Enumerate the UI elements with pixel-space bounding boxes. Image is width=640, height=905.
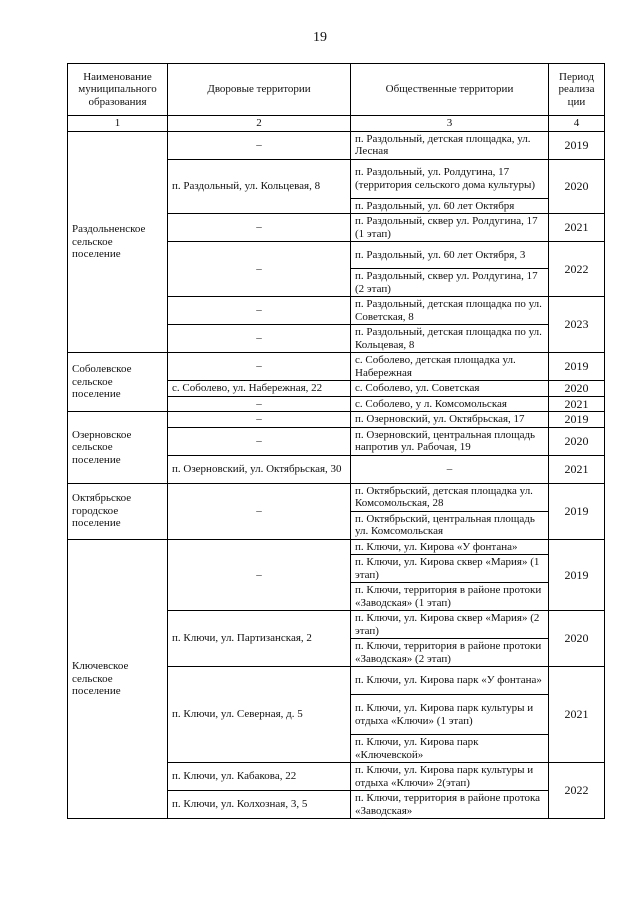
public-territory-cell: п. Раздольный, ул. 60 лет Октября, 3 [351,242,549,269]
column-number: 3 [351,116,549,132]
dash-cell: – [168,297,351,325]
public-territory-cell: с. Соболево, у л. Комсомольская [351,396,549,412]
dash-cell: – [351,455,549,483]
public-territory-cell: п. Ключи, ул. Кирова парк «У фонтана» [351,667,549,695]
period-cell: 2021 [549,214,605,242]
period-cell: 2021 [549,396,605,412]
table-row [68,412,605,428]
period-cell: 2020 [549,611,605,667]
period-cell: 2020 [549,427,605,455]
public-territory-cell: п. Ключи, ул. Кирова сквер «Мария» (1 этап) [351,555,549,583]
period-cell: 2021 [549,455,605,483]
public-territory-cell: п. Ключи, ул. Кирова парк «Ключевской» [351,735,549,763]
dash-cell: – [168,396,351,412]
yard-territory-cell: с. Соболево, ул. Набережная, 22 [168,381,351,397]
public-territory-cell: п. Раздольный, детская площадка по ул. Советская, 8 [351,297,549,325]
column-number: 1 [68,116,168,132]
period-cell: 2023 [549,297,605,353]
municipality-cell: Октябрьское городское поселение [68,483,168,539]
header-municipality: Наименование муниципального образования [68,64,168,116]
header-row [68,64,605,116]
dash-cell: – [168,427,351,455]
public-territory-cell: п. Октябрьский, детская площадка ул. Комсомольская, 28 [351,483,549,511]
period-cell: 2022 [549,763,605,819]
header-period: Период реализа ции [549,64,605,116]
public-territory-cell: п. Раздольный, детская площадка по ул. Кольцевая, 8 [351,325,549,353]
public-territory-cell: п. Ключи, ул. Кирова парк культуры и отдыха «Ключи» (1 этап) [351,695,549,735]
period-cell: 2019 [549,483,605,539]
period-cell: 2022 [549,242,605,297]
public-territory-cell: п. Раздольный, сквер ул. Ролдугина, 17 (2 этап) [351,269,549,297]
table-row [68,483,605,511]
period-cell: 2021 [549,667,605,763]
table-row [68,131,605,159]
period-cell: 2019 [549,353,605,381]
dash-cell: – [168,242,351,297]
column-number-row [68,116,605,132]
yard-territory-cell: п. Раздольный, ул. Кольцевая, 8 [168,159,351,214]
public-territory-cell: п. Раздольный, ул. 60 лет Октября [351,198,549,214]
table-row [68,353,605,381]
column-number: 4 [549,116,605,132]
yard-territory-cell: п. Ключи, ул. Северная, д. 5 [168,667,351,763]
public-territory-cell: п. Октябрьский, центральная площадь ул. Комсомольская [351,511,549,539]
table-row [68,539,605,555]
yard-territory-cell: п. Озерновский, ул. Октябрьская, 30 [168,455,351,483]
public-territory-cell: п. Ключи, территория в районе протоки «Заводская» (1 этап) [351,583,549,611]
dash-cell: – [168,539,351,611]
column-number: 2 [168,116,351,132]
public-territory-cell: п. Ключи, территория в районе протока «Заводская» [351,791,549,819]
municipality-cell: Ключевское сельское поселение [68,539,168,819]
dash-cell: – [168,325,351,353]
public-territory-cell: п. Ключи, ул. Кирова парк культуры и отдыха «Ключи» 2(этап) [351,763,549,791]
public-territory-cell: п. Раздольный, ул. Ролдугина, 17 (территория сельского дома культуры) [351,159,549,198]
yard-territory-cell: п. Ключи, ул. Партизанская, 2 [168,611,351,667]
public-territory-cell: п. Озерновский, центральная площадь напротив ул. Рабочая, 19 [351,427,549,455]
municipality-cell: Озерновское сельское поселение [68,412,168,484]
yard-territory-cell: п. Ключи, ул. Кабакова, 22 [168,763,351,791]
public-territory-cell: п. Озерновский, ул. Октябрьская, 17 [351,412,549,428]
period-cell: 2019 [549,412,605,428]
period-cell: 2019 [549,131,605,159]
yard-territory-cell: п. Ключи, ул. Колхозная, 3, 5 [168,791,351,819]
territories-table [67,63,605,819]
public-territory-cell: п. Ключи, территория в районе протоки «Заводская» (2 этап) [351,639,549,667]
header-yard: Дворовые территории [168,64,351,116]
public-territory-cell: п. Раздольный, детская площадка, ул. Лесная [351,131,549,159]
dash-cell: – [168,214,351,242]
period-cell: 2020 [549,381,605,397]
public-territory-cell: п. Ключи, ул. Кирова «У фонтана» [351,539,549,555]
period-cell: 2019 [549,539,605,611]
public-territory-cell: с. Соболево, детская площадка ул. Набережная [351,353,549,381]
dash-cell: – [168,353,351,381]
dash-cell: – [168,131,351,159]
municipality-cell: Раздольненское сельское поселение [68,131,168,353]
public-territory-cell: п. Раздольный, сквер ул. Ролдугина, 17 (1 этап) [351,214,549,242]
header-public: Общественные территории [351,64,549,116]
municipality-cell: Соболевское сельское поселение [68,353,168,412]
dash-cell: – [168,412,351,428]
public-territory-cell: с. Соболево, ул. Советская [351,381,549,397]
public-territory-cell: п. Ключи, ул. Кирова сквер «Мария» (2 этап) [351,611,549,639]
period-cell: 2020 [549,159,605,214]
page-number: 19 [313,30,327,45]
dash-cell: – [168,483,351,539]
